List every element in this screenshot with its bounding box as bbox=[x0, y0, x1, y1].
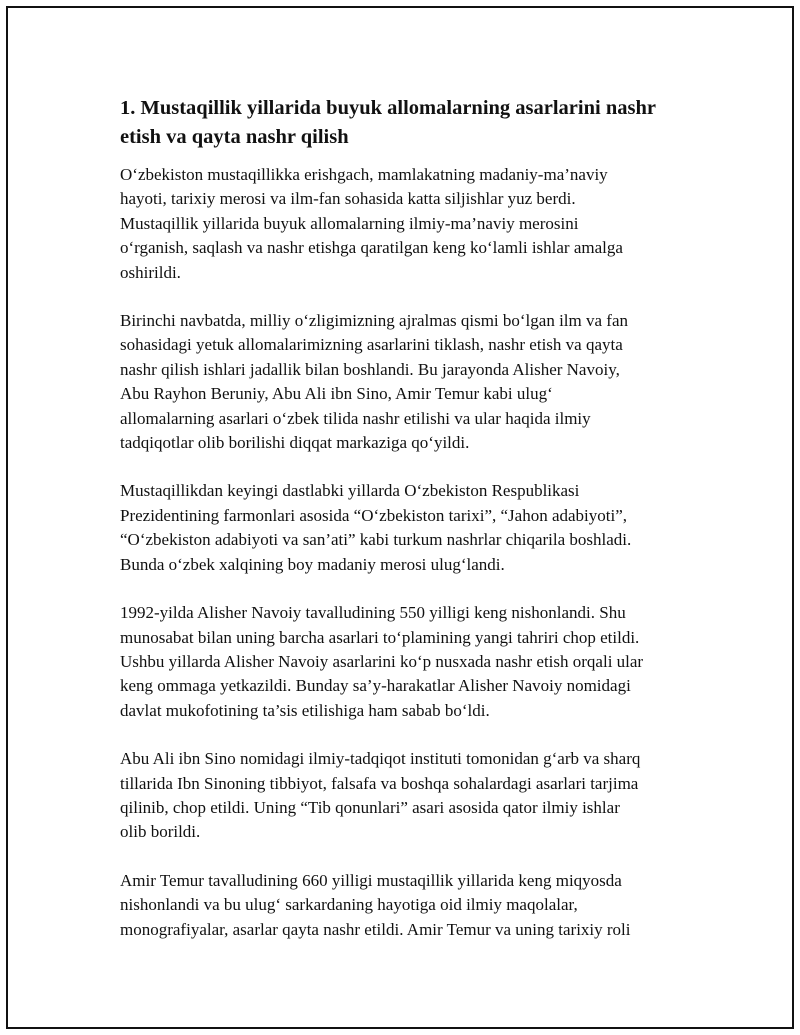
paragraph bbox=[120, 869, 696, 942]
paragraph-line: monografiyalar, asarlar qayta nashr etildi. Amir Temur va uning tarixiy roli bbox=[120, 919, 631, 939]
paragraph-line: 1992-yilda Alisher Navoiy tavalludining 550 yilligi keng nishonlandi. Shu bbox=[120, 603, 626, 623]
paragraph-line: olib borildi. bbox=[120, 822, 201, 842]
paragraph-line: Mustaqillikdan keyingi dastlabki yillarda O‘zbekiston Respublikasi bbox=[120, 481, 580, 501]
paragraph-line: O‘zbekiston mustaqillikka erishgach, mamlakatning madaniy-ma’naviy bbox=[120, 165, 608, 184]
paragraph-line: Birinchi navbatda, milliy o‘zligimizning ajralmas qismi bo‘lgan ilm va fan bbox=[120, 311, 628, 331]
paragraph-line: davlat mukofotining ta’sis etilishiga ham sabab bo‘ldi. bbox=[120, 700, 490, 720]
paragraph bbox=[120, 601, 696, 723]
paragraph-line: keng ommaga yetkazildi. Bunday sa’y-harakatlar Alisher Navoiy nomidagi bbox=[120, 676, 631, 696]
paragraph-line: Prezidentining farmonlari asosida “O‘zbekiston tarixi”, “Jahon adabiyoti”, bbox=[120, 505, 628, 525]
paragraph-line: o‘rganish, saqlash va nashr etishga qaratilgan keng ko‘lamli ishlar amalga bbox=[120, 238, 623, 258]
page-frame bbox=[6, 6, 794, 1029]
paragraph bbox=[120, 309, 696, 455]
paragraph-line: sohasidagi yetuk allomalarimizning asarlarini tiklash, nashr etish va qayta bbox=[120, 335, 623, 355]
paragraph-line: nishonlandi va bu ulug‘ sarkardaning hayotiga oid ilmiy maqolalar, bbox=[120, 895, 578, 915]
paragraph-line: qilinib, chop etildi. Uning “Tib qonunlari” asari asosida qator ilmiy ishlar bbox=[120, 797, 620, 817]
paragraph-line: Ushbu yillarda Alisher Navoiy asarlarini ko‘p nusxada nashr etish orqali ular bbox=[120, 651, 644, 671]
paragraph-line: tadqiqotlar olib borilishi diqqat markaziga qo‘yildi. bbox=[120, 433, 470, 453]
paragraph bbox=[120, 163, 696, 285]
paragraph-line: munosabat bilan uning barcha asarlari to‘plamining yangi tahriri chop etildi. bbox=[120, 627, 640, 647]
paragraph-line: nashr qilish ishlari jadallik bilan boshlandi. Bu jarayonda Alisher Navoiy, bbox=[120, 359, 620, 379]
paragraph-line: hayoti, tarixiy merosi va ilm-fan sohasida katta siljishlar yuz berdi. bbox=[120, 189, 576, 209]
paragraph bbox=[120, 747, 696, 845]
paragraph-line: Abu Rayhon Beruniy, Abu Ali ibn Sino, Amir Temur kabi ulug‘ bbox=[120, 384, 553, 404]
paragraph-line: allomalarning asarlari o‘zbek tilida nashr etilishi va ular haqida ilmiy bbox=[120, 408, 591, 428]
heading-line: 1. Mustaqillik yillarida buyuk allomalarning asarlarini nashr bbox=[120, 97, 656, 119]
paragraph-line: Abu Ali ibn Sino nomidagi ilmiy-tadqiqot instituti tomonidan g‘arb va sharq bbox=[120, 749, 641, 769]
paragraph-line: tillarida Ibn Sinoning tibbiyot, falsafa va boshqa sohalardagi asarlari tarjima bbox=[120, 773, 639, 793]
paragraph-line: Mustaqillik yillarida buyuk allomalarning ilmiy-ma’naviy merosini bbox=[120, 213, 579, 233]
paragraph-line: Bunda o‘zbek xalqining boy madaniy merosi ulug‘landi. bbox=[120, 554, 505, 574]
paragraph-line: oshirildi. bbox=[120, 262, 181, 282]
paragraph bbox=[120, 479, 696, 577]
paragraph-line: “O‘zbekiston adabiyoti va san’ati” kabi turkum nashrlar chiqarila boshladi. bbox=[120, 530, 632, 550]
document-body bbox=[120, 94, 696, 966]
heading-line: etish va qayta nashr qilish bbox=[120, 126, 349, 148]
section-heading bbox=[120, 94, 696, 152]
paragraph-line: Amir Temur tavalludining 660 yilligi mustaqillik yillarida keng miqyosda bbox=[120, 870, 622, 890]
